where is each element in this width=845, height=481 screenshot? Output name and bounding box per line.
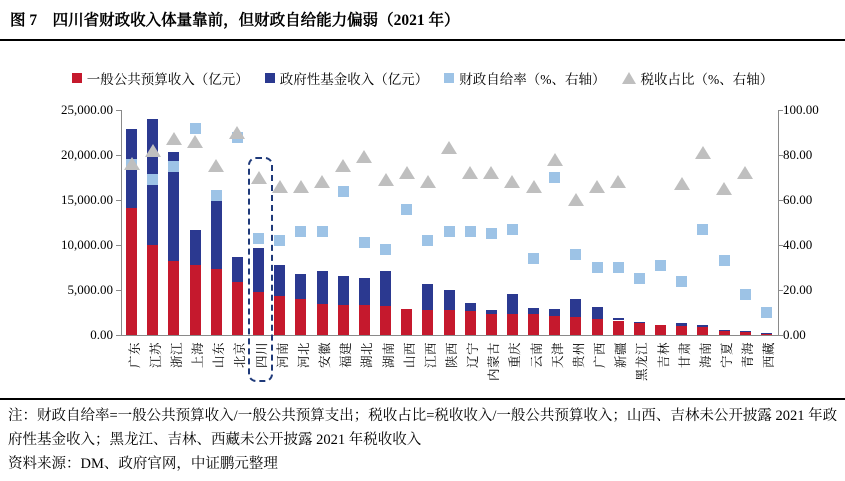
x-axis-label-text: 北京 xyxy=(233,342,248,369)
x-axis-label xyxy=(654,342,671,369)
bar-segment-budget-revenue xyxy=(168,261,179,335)
x-axis-label xyxy=(759,342,777,369)
marker-tax-ratio xyxy=(378,173,394,186)
marker-self-sufficiency xyxy=(317,226,328,237)
bar-segment-budget-revenue xyxy=(613,321,624,335)
y-axis-tick-label-right: 0.00 xyxy=(783,327,806,342)
x-axis-label xyxy=(463,342,481,369)
y-axis-tick-left xyxy=(116,200,121,201)
marker-tax-ratio xyxy=(187,135,203,148)
marker-self-sufficiency xyxy=(761,307,772,318)
y-axis-tick-left xyxy=(116,245,121,246)
marker-tax-ratio xyxy=(610,175,626,188)
bar-segment-fund-revenue xyxy=(507,294,518,314)
marker-self-sufficiency xyxy=(295,226,306,237)
bar-segment-budget-revenue xyxy=(507,314,518,335)
marker-tax-ratio xyxy=(208,159,224,172)
x-axis-label xyxy=(527,342,544,369)
marker-tax-ratio xyxy=(526,180,542,193)
legend-label: 税收占比（%、右轴） xyxy=(640,72,774,87)
bar-segment-fund-revenue xyxy=(359,278,370,305)
x-axis-label xyxy=(230,342,248,369)
bar-segment-budget-revenue xyxy=(444,310,455,335)
bar-segment-fund-revenue xyxy=(422,284,433,310)
legend-label: 政府性基金收入（亿元） xyxy=(279,72,429,87)
bar-segment-fund-revenue xyxy=(486,310,497,314)
x-axis-label-text: 甘肃 xyxy=(677,342,692,369)
marker-tax-ratio xyxy=(674,177,690,190)
x-axis-label-text: 内蒙古 xyxy=(487,342,502,382)
bar-segment-budget-revenue xyxy=(380,306,391,335)
x-axis-label xyxy=(505,342,523,369)
bar-segment-budget-revenue xyxy=(740,332,751,335)
bar-segment-budget-revenue xyxy=(211,269,222,335)
y-axis-tick-right xyxy=(778,155,783,156)
x-axis-label xyxy=(484,342,502,382)
bar-segment-fund-revenue xyxy=(274,265,285,295)
x-axis-label xyxy=(717,342,735,369)
bar-segment-budget-revenue xyxy=(549,316,560,335)
x-axis-label xyxy=(400,342,417,369)
marker-self-sufficiency xyxy=(592,262,603,273)
marker-tax-ratio xyxy=(166,132,182,145)
marker-tax-ratio xyxy=(462,166,478,179)
x-axis-label-text: 新疆 xyxy=(614,342,629,369)
bar-segment-budget-revenue xyxy=(232,282,243,335)
bar-segment-fund-revenue xyxy=(528,308,539,315)
bar-segment-fund-revenue xyxy=(613,318,624,320)
y-axis-tick-label-right: 80.00 xyxy=(783,147,813,162)
marker-self-sufficiency xyxy=(655,260,666,271)
y-axis-tick-right xyxy=(778,290,783,291)
bar-segment-budget-revenue xyxy=(634,323,645,335)
marker-self-sufficiency xyxy=(274,235,285,246)
bar-segment-fund-revenue xyxy=(317,271,328,304)
marker-self-sufficiency xyxy=(401,204,412,215)
sichuan-highlight-box xyxy=(248,157,273,382)
bar-segment-fund-revenue xyxy=(190,230,201,265)
x-axis-label-text: 青海 xyxy=(741,342,756,369)
y-axis-tick-label-right: 20.00 xyxy=(783,282,813,297)
bar-segment-budget-revenue xyxy=(528,314,539,335)
bar-segment-budget-revenue xyxy=(338,305,349,335)
y-axis-tick-label-right: 40.00 xyxy=(783,237,813,252)
x-axis-label-text: 浙江 xyxy=(169,342,184,369)
bar-segment-fund-revenue xyxy=(634,322,645,323)
marker-self-sufficiency xyxy=(507,224,518,235)
bar-segment-fund-revenue xyxy=(211,195,222,269)
bar-segment-fund-revenue xyxy=(719,330,730,331)
x-axis-label xyxy=(738,342,756,369)
x-axis-label xyxy=(442,342,459,369)
y-axis-tick-label-left: 10,000.00 xyxy=(61,237,113,252)
marker-self-sufficiency xyxy=(634,273,645,284)
bar-segment-budget-revenue xyxy=(592,319,603,335)
x-axis-label-text: 山东 xyxy=(212,342,227,369)
bar-segment-fund-revenue xyxy=(232,257,243,282)
x-axis-label-text: 天津 xyxy=(550,342,565,369)
x-axis-label-text: 广东 xyxy=(127,342,142,369)
marker-tax-ratio xyxy=(420,175,436,188)
marker-tax-ratio xyxy=(335,159,351,172)
bar-segment-fund-revenue xyxy=(740,331,751,332)
y-axis-tick-label-right: 100.00 xyxy=(783,102,819,117)
marker-tax-ratio xyxy=(124,157,140,170)
y-axis-tick-left xyxy=(116,290,121,291)
y-axis-tick-label-right: 60.00 xyxy=(783,192,813,207)
x-axis-label-text: 黑龙江 xyxy=(635,342,650,382)
marker-self-sufficiency xyxy=(570,249,581,260)
x-axis-label-text: 河南 xyxy=(275,342,290,369)
bar-segment-budget-revenue xyxy=(697,327,708,335)
x-axis-label-text: 广西 xyxy=(593,342,608,369)
marker-tax-ratio xyxy=(483,166,499,179)
bar-segment-budget-revenue xyxy=(570,317,581,335)
marker-self-sufficiency xyxy=(697,224,708,235)
x-axis-label xyxy=(379,342,396,369)
marker-tax-ratio xyxy=(504,175,520,188)
marker-tax-ratio xyxy=(716,182,732,195)
x-axis-label-text: 上海 xyxy=(191,342,206,369)
x-axis-label xyxy=(548,342,565,369)
x-axis-label xyxy=(675,342,692,369)
bar-segment-budget-revenue xyxy=(295,299,306,335)
bar-segment-budget-revenue xyxy=(147,245,158,335)
x-axis-label-text: 吉林 xyxy=(656,342,671,369)
marker-tax-ratio xyxy=(356,150,372,163)
marker-self-sufficiency xyxy=(359,237,370,248)
marker-tax-ratio xyxy=(314,175,330,188)
x-axis-label-text: 海南 xyxy=(698,342,713,369)
marker-self-sufficiency xyxy=(740,289,751,300)
marker-self-sufficiency xyxy=(486,228,497,239)
marker-self-sufficiency xyxy=(549,172,560,183)
marker-self-sufficiency xyxy=(190,123,201,134)
marker-tax-ratio xyxy=(145,144,161,157)
bar-segment-budget-revenue xyxy=(655,325,666,335)
x-axis-label-text: 西藏 xyxy=(762,342,777,369)
x-axis-label-text: 安徽 xyxy=(318,342,333,369)
x-axis-label-text: 重庆 xyxy=(508,342,523,369)
x-axis-label xyxy=(125,342,142,369)
bar-segment-budget-revenue xyxy=(422,310,433,335)
y-axis-tick-left xyxy=(116,155,121,156)
x-axis-label xyxy=(611,342,629,369)
x-axis-label-text: 四川 xyxy=(254,342,269,369)
x-axis-label-text: 湖南 xyxy=(381,342,396,369)
x-axis-label xyxy=(273,342,290,369)
x-axis-label-text: 云南 xyxy=(529,342,544,369)
marker-self-sufficiency xyxy=(465,226,476,237)
y-axis-tick-label-left: 25,000.00 xyxy=(61,102,113,117)
marker-tax-ratio xyxy=(568,193,584,206)
marker-self-sufficiency xyxy=(168,161,179,172)
bar-segment-fund-revenue xyxy=(570,299,581,318)
y-axis-tick-left xyxy=(116,335,121,336)
chart-divider-line xyxy=(0,398,845,400)
x-axis-label xyxy=(336,342,354,369)
bar-segment-budget-revenue xyxy=(676,326,687,335)
x-axis-label-text: 宁夏 xyxy=(720,342,735,369)
bar-segment-fund-revenue xyxy=(676,323,687,326)
marker-tax-ratio xyxy=(399,166,415,179)
bar-segment-budget-revenue xyxy=(486,314,497,335)
marker-self-sufficiency xyxy=(613,262,624,273)
x-axis-label xyxy=(294,342,311,369)
bar-segment-budget-revenue xyxy=(719,331,730,335)
marker-tax-ratio xyxy=(272,180,288,193)
x-axis-label-text: 辽宁 xyxy=(466,342,481,369)
x-axis-label-text: 江西 xyxy=(423,342,438,369)
marker-tax-ratio xyxy=(293,180,309,193)
y-axis-tick-right xyxy=(778,110,783,111)
notes-block xyxy=(8,404,840,476)
bar-segment-budget-revenue xyxy=(190,265,201,335)
x-axis-label xyxy=(357,342,375,369)
note-text: 注：财政自给率=一般公共预算收入/一般公共预算支出；税收占比=税收收入/一般公共预算收入；山西、吉林未公开披露 2021 年政府性基金收入；黑龙江、吉林、西藏未公开披露 2021 年税收收入 xyxy=(8,408,838,448)
x-axis-label xyxy=(569,342,586,369)
bar-segment-fund-revenue xyxy=(444,290,455,310)
y-axis-tick-label-left: 15,000.00 xyxy=(61,192,113,207)
x-axis-label-text: 贵州 xyxy=(571,342,586,369)
y-axis-tick-label-left: 20,000.00 xyxy=(61,147,113,162)
marker-self-sufficiency xyxy=(380,244,391,255)
source-text: 资料来源：DM、政府官网，中证鹏元整理 xyxy=(8,456,278,472)
bar-segment-fund-revenue xyxy=(592,307,603,320)
x-axis-label-text: 山西 xyxy=(402,342,417,369)
bar-segment-budget-revenue xyxy=(359,305,370,335)
marker-tax-ratio xyxy=(441,141,457,154)
y-axis-tick-right xyxy=(778,245,783,246)
y-axis-tick-label-left: 0.00 xyxy=(90,327,113,342)
x-axis-label xyxy=(315,342,333,369)
x-axis-label-text: 河北 xyxy=(296,342,311,369)
x-axis-label xyxy=(167,342,184,369)
bar-segment-budget-revenue xyxy=(317,304,328,335)
marker-self-sufficiency xyxy=(719,255,730,266)
bar-segment-fund-revenue xyxy=(380,271,391,306)
marker-self-sufficiency xyxy=(211,190,222,201)
bar-segment-fund-revenue xyxy=(697,325,708,327)
y-axis-tick-right xyxy=(778,335,783,336)
legend-label: 一般公共预算收入（亿元） xyxy=(86,72,249,87)
y-axis-tick-right xyxy=(778,200,783,201)
x-axis-label xyxy=(188,342,206,369)
x-axis-label-text: 陕西 xyxy=(445,342,459,369)
x-axis-label xyxy=(146,342,163,369)
bar-segment-budget-revenue xyxy=(465,311,476,335)
legend-label: 财政自给率（%、右轴） xyxy=(459,72,606,87)
bar-segment-fund-revenue xyxy=(549,309,560,316)
x-axis-label xyxy=(632,342,650,382)
bar-segment-fund-revenue xyxy=(465,303,476,311)
marker-self-sufficiency xyxy=(338,186,349,197)
x-axis-label xyxy=(421,342,438,369)
x-axis-label xyxy=(209,342,227,369)
marker-tax-ratio xyxy=(589,180,605,193)
bar-segment-fund-revenue xyxy=(338,276,349,305)
marker-self-sufficiency xyxy=(528,253,539,264)
x-axis-label xyxy=(590,342,608,369)
figure-title: 图 7 四川省财政收入体量靠前，但财政自给能力偏弱（2021 年） xyxy=(10,12,460,29)
marker-self-sufficiency xyxy=(676,276,687,287)
bar-segment-budget-revenue xyxy=(126,208,137,335)
y-axis-tick-left xyxy=(116,110,121,111)
marker-self-sufficiency xyxy=(422,235,433,246)
bar-segment-budget-revenue xyxy=(401,309,412,335)
bar-segment-fund-revenue xyxy=(295,274,306,299)
y-axis-tick-label-left: 5,000.00 xyxy=(67,282,113,297)
marker-self-sufficiency xyxy=(444,226,455,237)
marker-tax-ratio xyxy=(695,146,711,159)
x-axis-label-text: 福建 xyxy=(339,342,354,369)
marker-tax-ratio xyxy=(737,166,753,179)
x-axis-label-text: 江苏 xyxy=(148,342,163,369)
marker-tax-ratio xyxy=(547,153,563,166)
x-axis-label-text: 湖北 xyxy=(360,342,375,369)
marker-self-sufficiency xyxy=(147,174,158,185)
x-axis-label xyxy=(696,342,713,369)
bar-segment-budget-revenue xyxy=(761,333,772,335)
bar-segment-budget-revenue xyxy=(274,296,285,335)
marker-tax-ratio xyxy=(229,126,245,139)
